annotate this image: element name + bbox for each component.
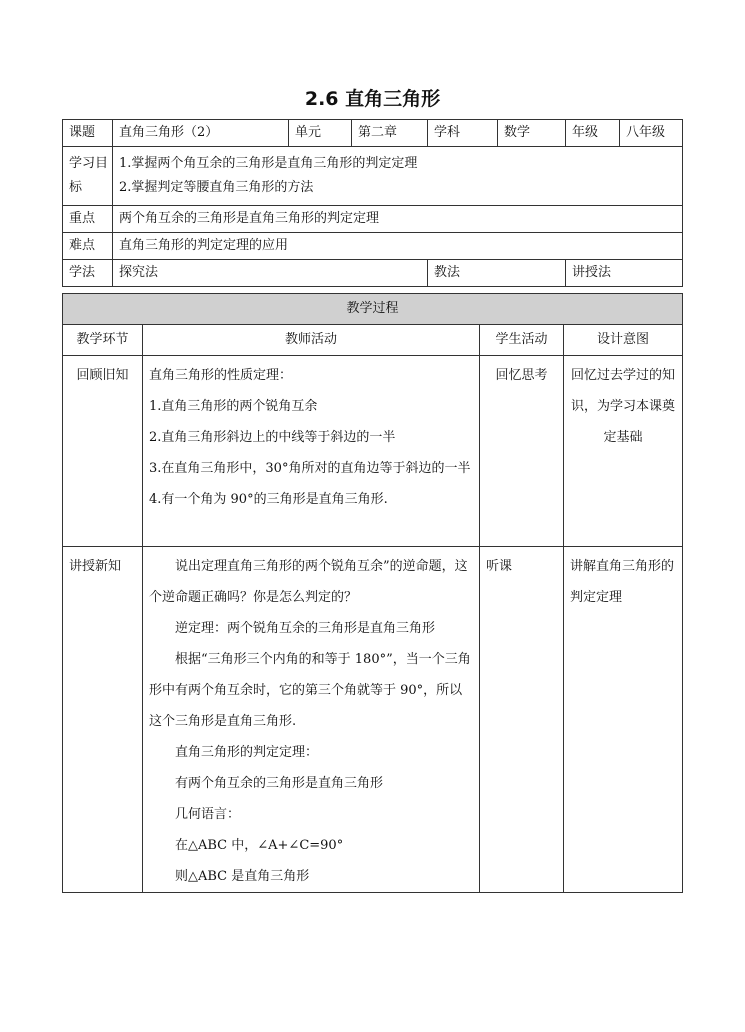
key-label: 重点 (63, 206, 113, 233)
grade-label: 年级 (566, 120, 620, 147)
teacher-line: 直角三角形的判定定理： (175, 745, 319, 760)
col-intent: 设计意图 (564, 325, 683, 356)
teacher-line: 3.在直角三角形中，30°角所对的直角边等于斜边的一半 (149, 461, 471, 476)
intent-text: 讲解直角三角形的判定定理 (570, 559, 675, 605)
stage-cell (63, 356, 143, 547)
intent-cell (564, 356, 683, 547)
process-header-row (63, 294, 683, 325)
goals-label: 学习目标 (63, 147, 113, 206)
teach-value: 讲授法 (566, 260, 683, 287)
teach-label: 教法 (428, 260, 566, 287)
teacher-line: 直角三角形的性质定理： (149, 368, 293, 383)
col-teacher: 教师活动 (143, 325, 480, 356)
intent-text: 回忆过去学过的知识，为学习本课奠定基础 (571, 368, 676, 445)
student-cell (480, 547, 564, 893)
teacher-line: 说出定理直角三角形的两个锐角互余”的逆命题，这个逆命题正确吗？你是怎么判定的？ (149, 559, 468, 605)
unit-label: 单元 (289, 120, 352, 147)
process-table (62, 293, 683, 893)
method-label: 学法 (63, 260, 113, 287)
col-stage: 教学环节 (63, 325, 143, 356)
teacher-line: 根据“三角形三个内角的和等于 180°”，当一个三角形中有两个角互余时，它的第三个角就等于 90°，所以这个三角形是直角三角形. (149, 652, 471, 729)
topic-value: 直角三角形（2） (113, 120, 289, 147)
page-title: 2.6 直角三角形 (304, 88, 441, 110)
subject-label: 学科 (428, 120, 498, 147)
difficulty-row (63, 233, 683, 260)
subject-value: 数学 (498, 120, 566, 147)
teacher-line: 逆定理：两个锐角互余的三角形是直角三角形 (175, 621, 436, 636)
goals-cell (113, 147, 683, 206)
teacher-cell (143, 356, 480, 547)
difficulty-label: 难点 (63, 233, 113, 260)
grade-value: 八年级 (620, 120, 683, 147)
student-text: 回忆思考 (495, 368, 548, 383)
process-row-new (63, 547, 683, 893)
goals-row (63, 147, 683, 206)
topic-label: 课题 (63, 120, 113, 147)
lesson-info-table (62, 119, 683, 287)
teacher-cell (143, 547, 480, 893)
teacher-line: 几何语言： (175, 807, 241, 822)
teacher-line: 1.直角三角形的两个锐角互余 (149, 399, 318, 414)
topic-row (63, 120, 683, 147)
intent-cell (564, 547, 683, 893)
stage-text: 讲授新知 (69, 559, 122, 574)
process-row-review (63, 356, 683, 547)
key-row (63, 206, 683, 233)
col-student: 学生活动 (480, 325, 564, 356)
column-header-row (63, 325, 683, 356)
teacher-line: 有两个角互余的三角形是直角三角形 (175, 776, 384, 791)
goal-item: 2.掌握判定等腰直角三角形的方法 (119, 180, 314, 195)
goal-item: 1.掌握两个角互余的三角形是直角三角形的判定定理 (119, 156, 418, 171)
method-row (63, 260, 683, 287)
student-text: 听课 (486, 559, 513, 574)
stage-text: 回顾旧知 (76, 368, 129, 383)
unit-value: 第二章 (352, 120, 428, 147)
process-header: 教学过程 (63, 294, 683, 325)
stage-cell (63, 547, 143, 893)
method-value: 探究法 (113, 260, 428, 287)
key-value: 两个角互余的三角形是直角三角形的判定定理 (113, 206, 683, 233)
student-cell (480, 356, 564, 547)
teacher-line: 则△ABC 是直角三角形 (175, 869, 310, 884)
difficulty-value: 直角三角形的判定定理的应用 (113, 233, 683, 260)
teacher-line: 2.直角三角形斜边上的中线等于斜边的一半 (149, 430, 396, 445)
teacher-line: 4.有一个角为 90°的三角形是直角三角形. (149, 492, 388, 507)
teacher-line: 在△ABC 中，∠A+∠C=90° (175, 838, 344, 853)
